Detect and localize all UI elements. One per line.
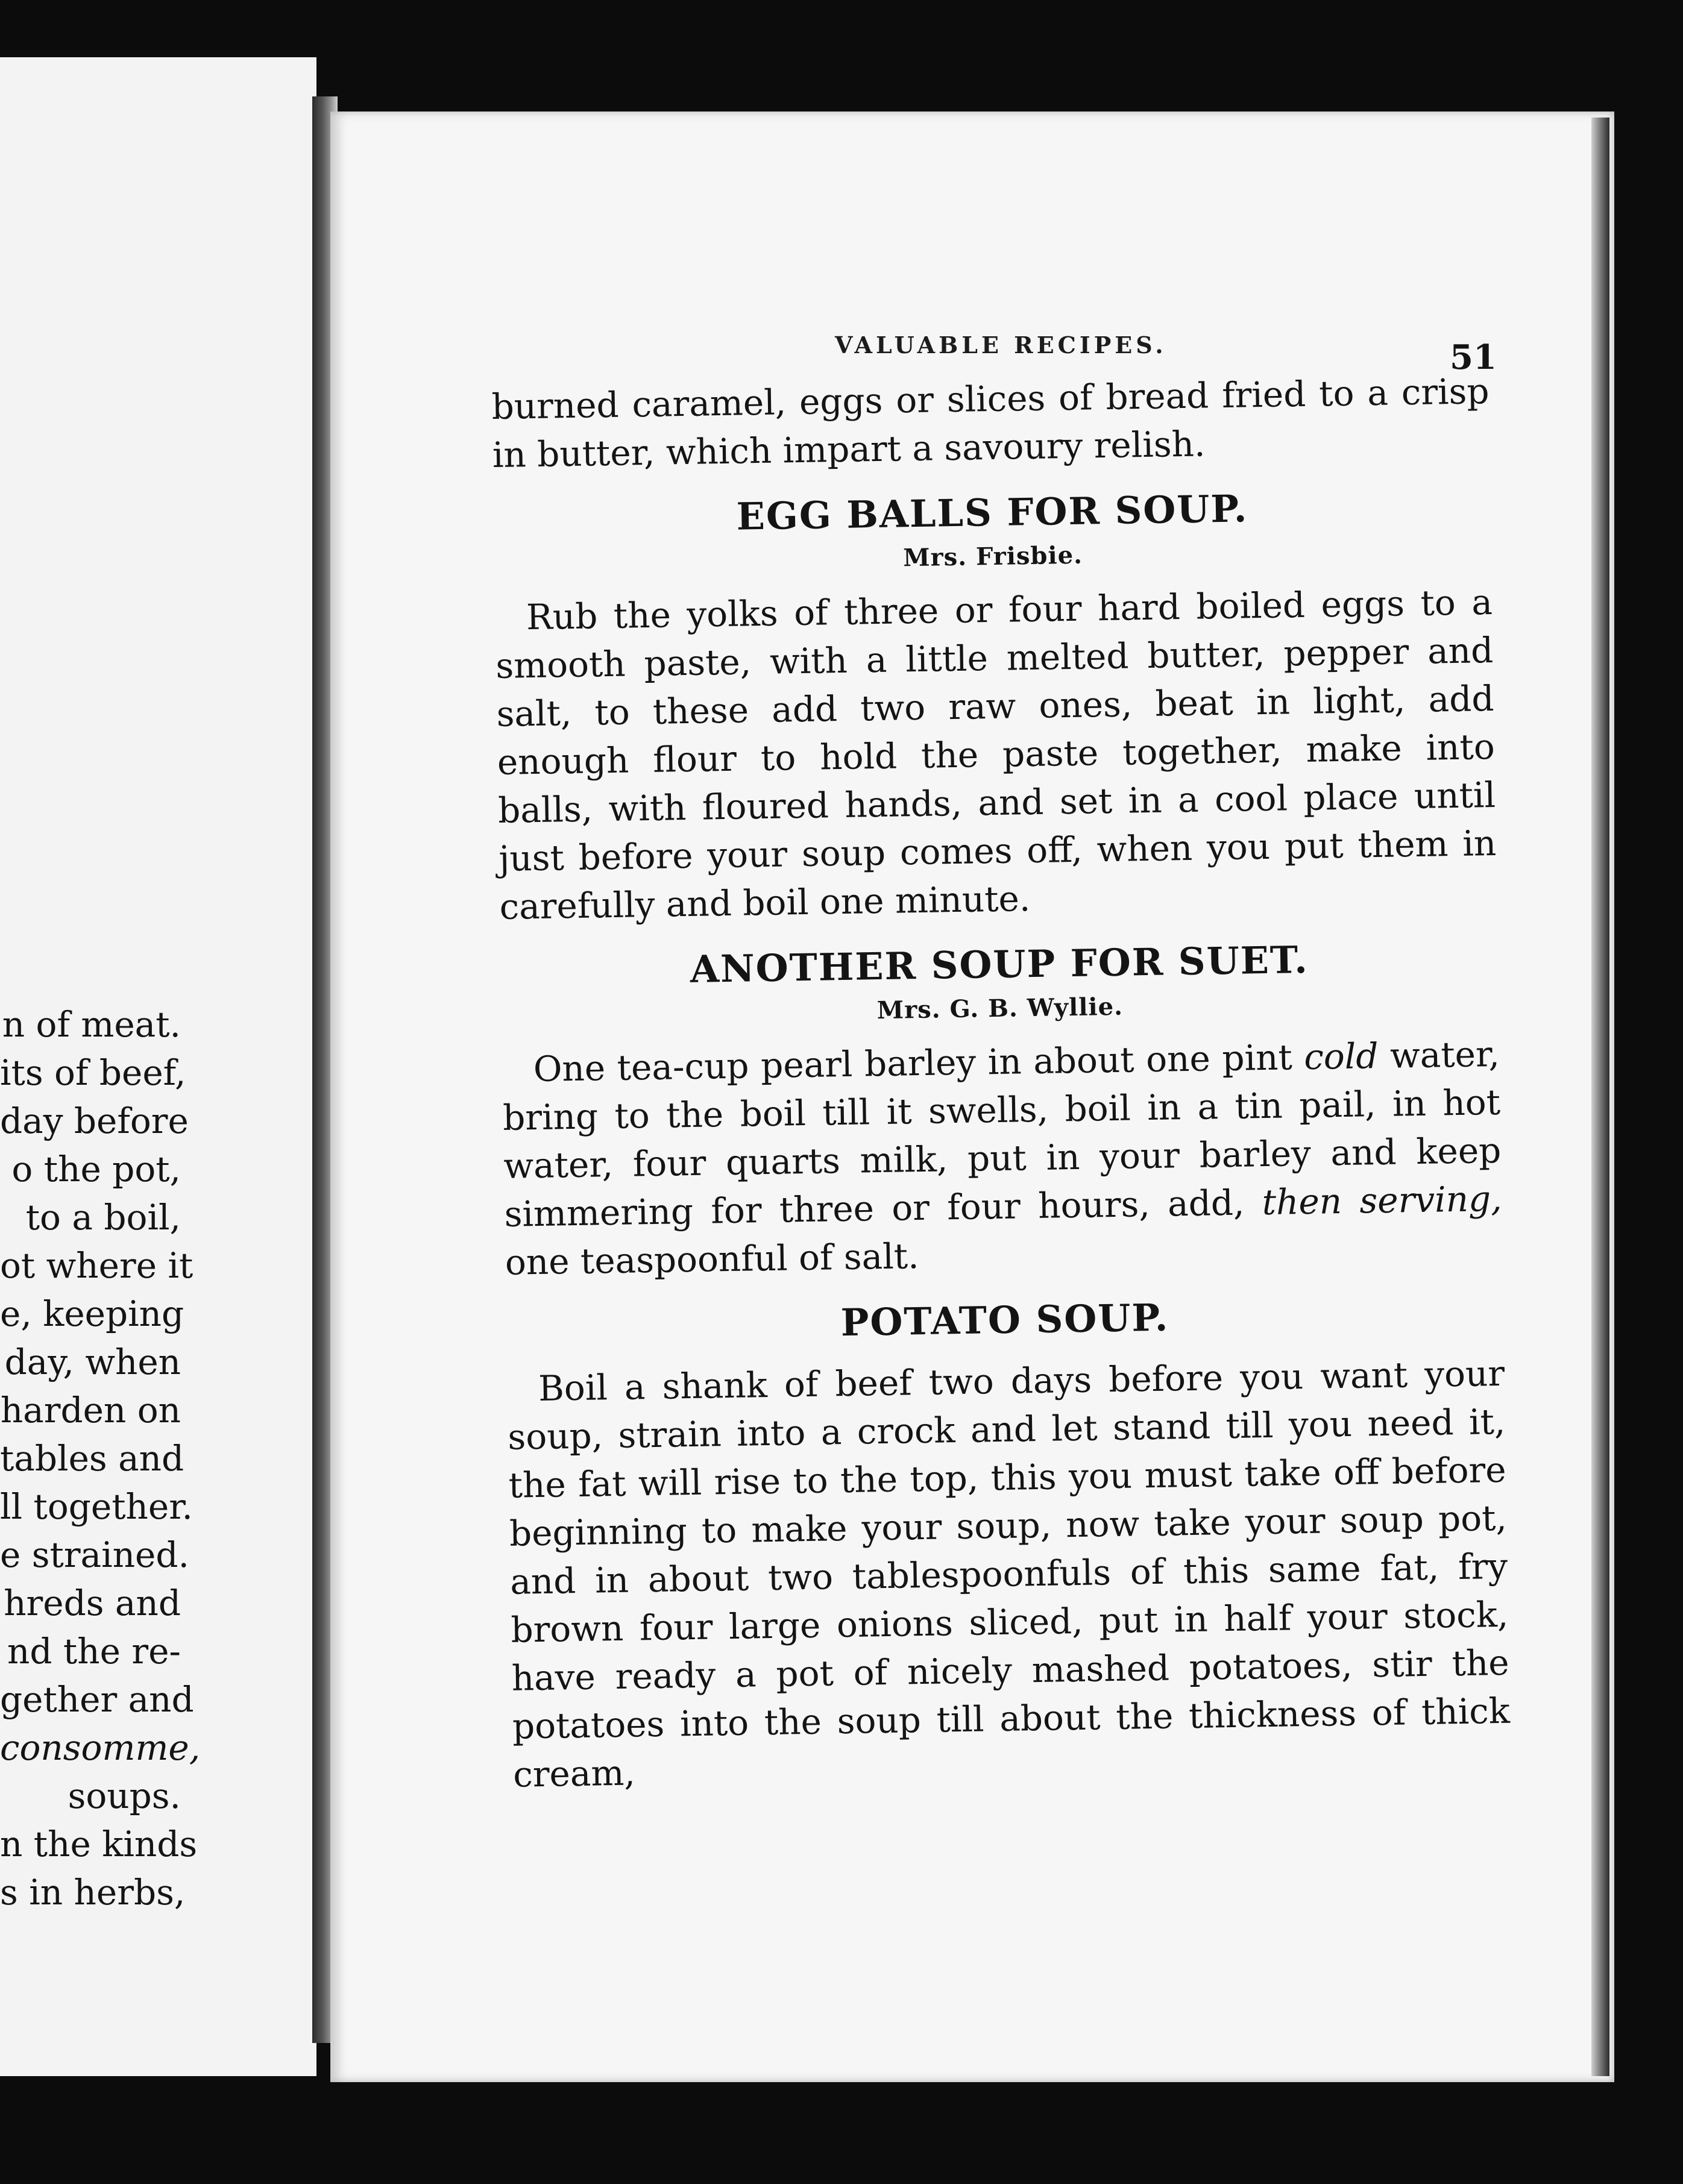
running-head: VALUABLE RECIPES. <box>835 331 1167 359</box>
intro-paragraph: burned caramel, eggs or slices of bread fried to a crisp in butter, which impart a savoury relish. <box>491 371 1490 475</box>
recipe-author: Mrs. Frisbie. <box>902 541 1083 573</box>
left-page-line: day before <box>0 1100 189 1141</box>
left-page-line: nd the re- <box>7 1631 181 1672</box>
left-page-line: its of beef, <box>0 1052 186 1093</box>
recipe-title: POTATO SOUP. <box>840 1295 1169 1345</box>
page-body <box>491 367 1511 1799</box>
recipe-title: ANOTHER SOUP FOR SUET. <box>690 937 1309 991</box>
left-page-line: ot where it <box>0 1245 193 1286</box>
left-page-line: hreds and <box>4 1583 181 1624</box>
left-page-line: n of meat. <box>2 1004 181 1045</box>
left-page-line: gether and <box>0 1679 194 1720</box>
left-page-line: o the pot, <box>11 1149 181 1190</box>
left-page-line: e, keeping <box>0 1293 184 1334</box>
page-edge-shadow <box>1591 118 1609 2076</box>
left-page-line: ll together. <box>0 1486 193 1527</box>
page-number: 51 <box>1450 337 1497 377</box>
body-text: one teaspoonful of salt. <box>505 1235 919 1283</box>
left-page <box>0 57 316 2076</box>
body-text: One tea-cup pearl barley in about one pint <box>533 1037 1293 1090</box>
left-page-line: n the kinds <box>0 1824 198 1865</box>
recipe-body: Rub the yolks of three or four hard boiled eggs to a smooth paste, with a little melted butter, pepper and salt, to these add two raw ones, beat in light, add enough flour to hold the paste together, make into balls, with floured hands, and set in a cool place until just before your soup comes off, when you put them in carefully and boil one minute. <box>495 581 1497 927</box>
emphasis-text: cold <box>1303 1035 1379 1078</box>
left-page-line: consomme, <box>0 1727 201 1768</box>
emphasis-text: then serving, <box>1262 1178 1503 1223</box>
left-page-line: s in herbs, <box>0 1872 186 1913</box>
left-page-line: soups. <box>68 1775 181 1816</box>
left-page-line: day, when <box>4 1341 181 1382</box>
recipe-title: EGG BALLS FOR SOUP. <box>736 486 1248 539</box>
left-page-line: harden on <box>0 1390 181 1431</box>
recipe-body: Boil a shank of beef two days before you want your soup, strain into a crock and let stand till you need it, the fat will rise to the top, this you must take off before beginning to make your soup, now take your soup pot, and in about two tablespoonfuls of this same fat, fry brown four large onions sliced, put in half your stock, have ready a pot of nicely mashed potatoes, stir the potatoes into the soup till about the thickness of thick cream, <box>507 1352 1511 1795</box>
body-text: water, bring to the boil till it swells, boil in a tin pail, in hot water, four quarts milk, put in your barley and keep simmering for three or four hours, add, <box>502 1033 1502 1235</box>
left-page-line: tables and <box>0 1438 184 1479</box>
left-page-text <box>0 1000 201 1916</box>
left-page-line: e strained. <box>0 1534 189 1575</box>
recipe-author: Mrs. G. B. Wyllie. <box>876 992 1124 1025</box>
recipe-body <box>502 1030 1503 1287</box>
left-page-line: to a boil, <box>25 1197 181 1238</box>
